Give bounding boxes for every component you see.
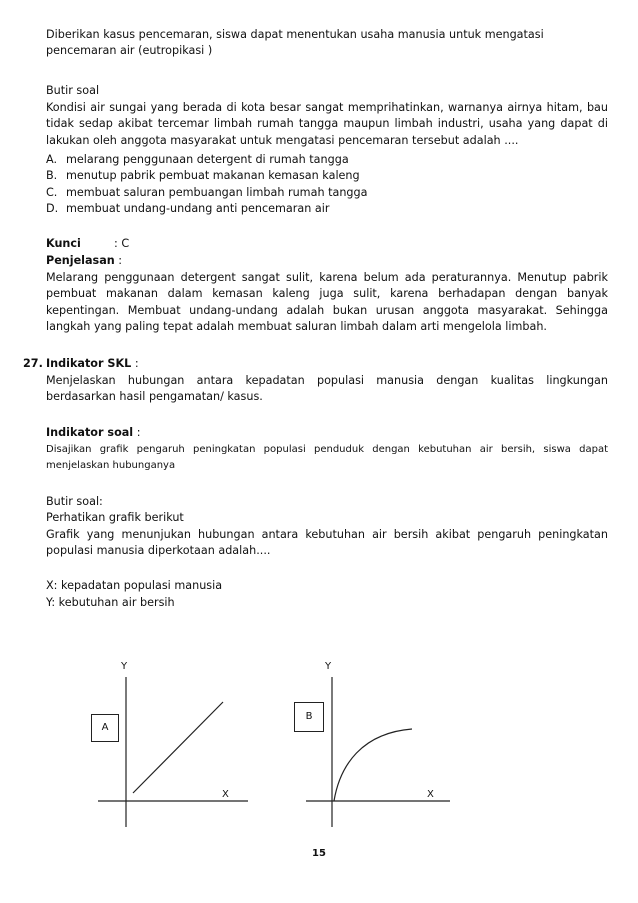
q27-butir-stem: Grafik yang menunjukan hubungan antara kebutuhan air bersih akibat pengaruh peningkatan populasi manusia diperkotaan adalah.... <box>46 528 608 558</box>
q27-butir-label: Butir soal: <box>46 495 103 508</box>
graph-b-saturating-curve <box>334 729 412 801</box>
q27-skl-heading <box>46 356 608 372</box>
graph-a-option-box: A <box>91 714 119 742</box>
intro-text <box>46 27 608 60</box>
intro-line-1: Diberikan kasus pencemaran, siswa dapat menentukan usaha manusia untuk mengatasi <box>46 28 544 41</box>
intro-line-2: pencemaran air (eutropikasi ) <box>46 44 213 58</box>
option-letter: C. <box>46 185 58 199</box>
graph-b-svg <box>292 655 452 830</box>
q27-skl-text: Menjelaskan hubungan antara kepadatan populasi manusia dengan kualitas lingkungan berdasarkan hasil pengamatan/ kasus. <box>46 374 608 404</box>
q27-soal-text: Disajikan grafik pengaruh peningkatan populasi penduduk dengan kebutuhan air bersih, siswa dapat menjelaskan hubunganya <box>46 444 608 471</box>
skl-label: Indikator SKL <box>46 357 132 370</box>
option-a <box>46 152 608 168</box>
graph-b <box>292 655 452 830</box>
q27-butir-line1: Perhatikan grafik berikut <box>46 511 184 524</box>
q27-number: 27. <box>23 357 43 370</box>
option-letter: D. <box>46 202 59 216</box>
penjelasan-label: Penjelasan <box>46 254 115 267</box>
q26-stem: Kondisi air sungai yang berada di kota besar sangat memprihatinkan, warnanya airnya hitam, bau tidak sedap akibat tercemar limbah rumah tangga maupun limbah industri, usaha yang dapat di lakukan oleh anggota masyarakat untuk mengatasi pencemaran tersebut adalah .... <box>46 101 608 147</box>
graph-a-y-label: Y <box>121 661 128 672</box>
q27-x-definition: X: kepadatan populasi manusia <box>46 579 223 592</box>
q26-penjelasan-text: Melarang penggunaan detergent sangat sulit, karena belum ada peraturannya. Menutup pabrik pembuat makanan dalam kemasan kaleng juga sulit, karena berhadapan dengan banyak kepentingan. Membuat undang-undang adalah bukan urusan anggota masyarakat. Sehingga langkah yang paling tepat adalah membuat saluran limbah dalam arti mengelola limbah. <box>46 271 608 334</box>
soal-colon: : <box>133 426 141 439</box>
graph-a-linear-curve <box>133 702 223 793</box>
option-text: membuat undang-undang anti pencemaran air <box>66 202 330 216</box>
option-b <box>46 168 608 184</box>
q26-butir-label: Butir soal <box>46 84 100 97</box>
option-text: membuat saluran pembuangan limbah rumah tangga <box>66 185 368 199</box>
option-d <box>46 201 608 217</box>
option-text: melarang penggunaan detergent di rumah tangga <box>66 153 349 166</box>
soal-label: Indikator soal <box>46 426 134 439</box>
q27-soal-heading <box>46 425 608 441</box>
graph-b-x-label: X <box>427 789 434 800</box>
kunci-label: Kunci <box>46 237 81 250</box>
graph-b-option-box: B <box>294 702 324 732</box>
q26-options <box>46 152 608 218</box>
option-c <box>46 185 608 201</box>
page-number: 15 <box>312 848 326 859</box>
q26-kunci <box>46 236 608 252</box>
skl-colon: : <box>131 357 139 370</box>
graph-a-x-label: X <box>222 789 229 800</box>
graph-a <box>90 655 250 830</box>
option-text: menutup pabrik pembuat makanan kemasan kaleng <box>66 169 360 183</box>
penjelasan-colon: : <box>114 254 123 267</box>
graph-b-y-label: Y <box>325 661 332 672</box>
option-letter: A. <box>46 153 58 166</box>
option-letter: B. <box>46 169 58 183</box>
graph-a-svg <box>90 655 250 830</box>
kunci-value: : C <box>114 237 130 250</box>
q27-y-definition: Y: kebutuhan air bersih <box>46 596 175 609</box>
q26-penjelasan-heading <box>46 253 608 269</box>
